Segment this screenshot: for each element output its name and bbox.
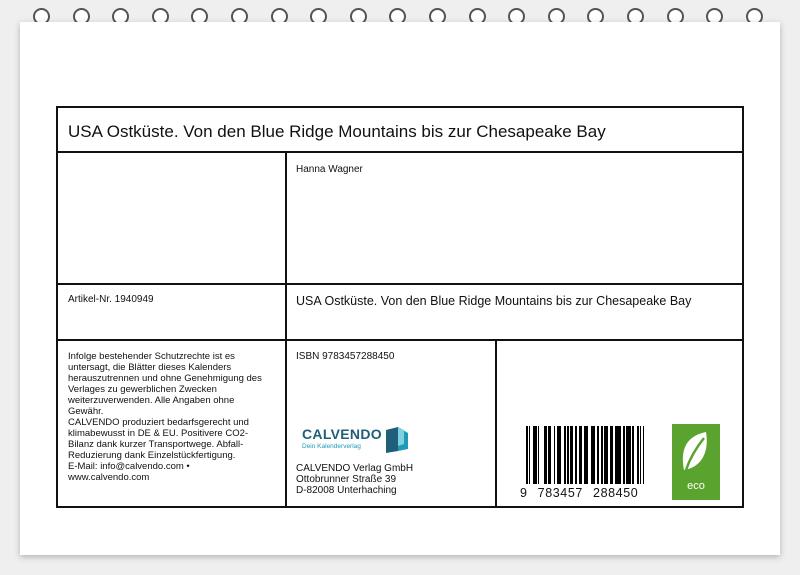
barcode-bar	[640, 426, 641, 484]
barcode-bar	[567, 426, 568, 484]
legal-line: E-Mail: info@calvendo.com •	[68, 461, 190, 472]
divider-vertical-left	[285, 153, 287, 506]
legal-line: CALVENDO produziert bedarfsgerecht und	[68, 417, 249, 428]
legal-line: Reduzierung dank Einzelstückfertigung.	[68, 450, 236, 461]
legal-line: Verlages zu gewerblichen Zwecken	[68, 384, 217, 395]
barcode-group-2: 288450	[593, 486, 639, 500]
barcode-bar	[586, 426, 587, 484]
article-title: USA Ostküste. Von den Blue Ridge Mountains bis zur Chesapeake Bay	[296, 294, 692, 308]
barcode-bar	[564, 426, 565, 484]
calendar-flag-icon	[384, 426, 410, 454]
barcode-bar	[584, 426, 586, 484]
barcode-bar	[572, 426, 573, 484]
publisher-address	[296, 463, 413, 496]
isbn-barcode	[520, 426, 646, 501]
barcode-first-digit: 9	[520, 486, 528, 500]
eco-label: eco	[687, 480, 705, 492]
legal-line: www.calvendo.com	[68, 472, 150, 483]
legal-line: untersagt, die Blätter dieses Kalenders	[68, 362, 232, 373]
legal-line: herauszutrennen und ohne Genehmigung des	[68, 373, 262, 384]
barcode-bar	[526, 426, 528, 484]
barcode-bar	[554, 426, 555, 484]
barcode-bar	[581, 426, 582, 484]
barcode-bar	[615, 426, 617, 484]
publisher-line: Ottobrunner Straße 39	[296, 474, 397, 485]
barcode-bar	[612, 426, 613, 484]
barcode-bar	[575, 426, 577, 484]
barcode-bar	[606, 426, 608, 484]
barcode-group-1: 783457	[537, 486, 583, 500]
divider-vertical-right	[495, 341, 497, 506]
calendar-title: USA Ostküste. Von den Blue Ridge Mountains bis zur Chesapeake Bay	[68, 122, 606, 141]
divider-header	[58, 151, 742, 153]
barcode-bar	[629, 426, 630, 484]
barcode-bar	[619, 426, 621, 484]
legal-notice	[68, 351, 282, 483]
legal-line: weiterzuverwenden. Alle Angaben ohne	[68, 395, 235, 406]
barcode-bar	[597, 426, 599, 484]
author-name: Hanna Wagner	[296, 164, 363, 175]
barcode-bars	[526, 426, 644, 484]
publisher-line: CALVENDO Verlag GmbH	[296, 463, 414, 474]
isbn-number: ISBN 9783457288450	[296, 351, 395, 362]
divider-article	[58, 283, 742, 285]
logo-wordmark: CALVENDO	[302, 426, 382, 442]
legal-line: Bilanz dank kurzer Transportwege. Abfall-	[68, 439, 244, 450]
barcode-bar	[538, 426, 539, 484]
barcode-bar	[560, 426, 561, 484]
legal-line: Gewähr.	[68, 406, 104, 417]
barcode-bar	[601, 426, 603, 484]
barcode-bar	[623, 426, 625, 484]
info-sheet	[56, 106, 744, 508]
barcode-bar	[594, 426, 595, 484]
calvendo-logo	[302, 424, 412, 456]
divider-footer	[58, 339, 742, 341]
barcode-bar	[529, 426, 530, 484]
article-number: Artikel-Nr. 1940949	[68, 294, 154, 305]
barcode-bar	[545, 426, 546, 484]
barcode-bar	[632, 426, 634, 484]
barcode-bar	[535, 426, 537, 484]
leaf-icon	[672, 426, 720, 480]
barcode-bar	[643, 426, 644, 484]
legal-line: Infolge bestehender Schutzrechte ist es	[68, 351, 235, 362]
publisher-line: D-82008 Unterhaching	[296, 485, 397, 496]
eco-badge	[672, 424, 720, 500]
barcode-bar	[550, 426, 551, 484]
legal-line: klimabewusst in DE & EU. Positivere CO2-	[68, 428, 249, 439]
barcode-digits	[520, 486, 644, 500]
barcode-bar	[637, 426, 639, 484]
logo-tagline: Dein Kalenderverlag	[302, 443, 361, 450]
